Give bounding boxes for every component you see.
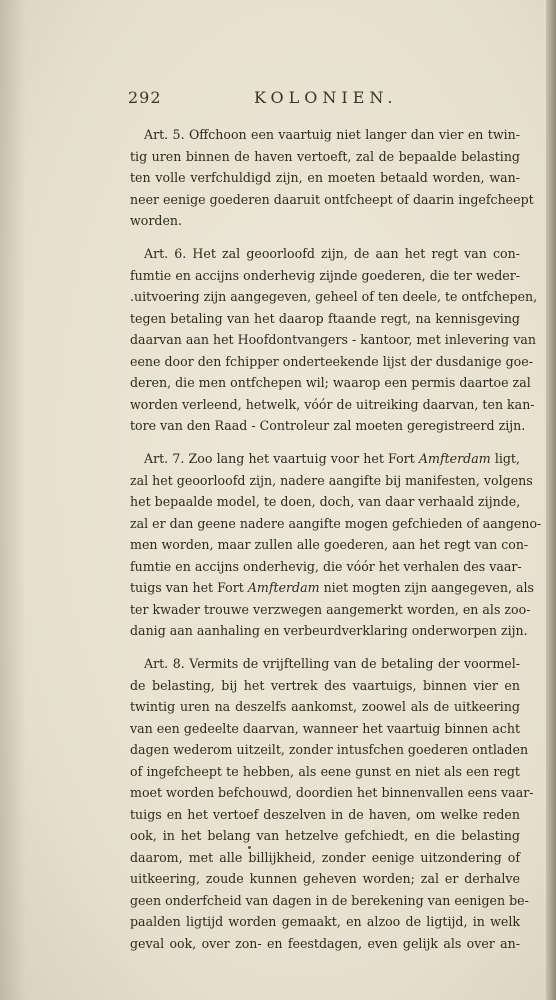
text-line: Art. 6. Het zal geoorloofd zijn, de aan het regt van con-: [144, 246, 520, 261]
page-edge: [546, 0, 556, 1000]
text-line: tuigs en het vertoef deszelven in de haven, om welke reden: [130, 806, 520, 822]
text-line: uitkeering, zoude kunnen geheven worden; zal er derhalve: [130, 871, 520, 886]
article-8-paragraph: [130, 653, 534, 954]
text-line: deren, die men ontfchepen wil; waarop een permis daartoe zal: [130, 375, 531, 390]
text-line: worden verleend, hetwelk, vóór de uitreiking daarvan, ten kan-: [130, 396, 535, 412]
text-line: tegen betaling van het daarop ftaande regt, na kennisgeving: [130, 310, 520, 326]
text-line: van een gedeelte daarvan, wanneer het vaartuig binnen acht: [130, 720, 520, 736]
running-title: KOLONIEN.: [254, 88, 398, 107]
text-line: men worden, maar zullen alle goederen, aan het regt van con-: [130, 537, 529, 552]
text-line: fumtie en accijns onderhevig zijnde goederen, die ter weder-: [130, 267, 520, 283]
body-text: [130, 124, 542, 966]
page-header: [128, 88, 518, 112]
text-line: tuigs van het Fort Amfterdam niet mogten zijn aangegeven, als: [130, 580, 534, 595]
text-line: daarvan aan het Hoofdontvangers - kantoor, met inlevering van: [130, 332, 536, 347]
text-line: fumtie en accijns onderhevig, die vóór het verhalen des vaar-: [130, 558, 522, 574]
text-line: Art. 5. Offchoon een vaartuig niet langer dan vier en twin-: [144, 127, 520, 142]
text-line: danig aan aanhaling en verbeurdverklaring onderworpen zijn.: [130, 623, 528, 638]
text-line: worden.: [130, 213, 183, 228]
place-name: Amfterdam: [418, 451, 491, 466]
text-line: Art. 8. Vermits de vrijftelling van de betaling der voormel-: [144, 656, 520, 671]
place-name: Amfterdam: [247, 580, 320, 595]
ink-speck: [248, 846, 251, 849]
text-line: dagen wederom uitzeilt, zonder intusfchen goederen ontladen: [130, 742, 529, 757]
text-line: Art. 7. Zoo lang het vaartuig voor het Fort Amfterdam ligt,: [144, 451, 520, 466]
text-line: zal het geoorloofd zijn, nadere aangifte bij manifesten, volgens: [130, 472, 533, 488]
article-7-paragraph: [130, 448, 542, 642]
text-line: ook, in het belang van hetzelve gefchiedt, en die belasting: [130, 828, 520, 843]
text-line: tig uren binnen de haven vertoeft, zal de bepaalde belasting: [130, 148, 520, 164]
text-line: daarom, met alle billijkheid, zonder eenige uitzondering of: [130, 849, 520, 865]
text-line: tore van den Raad - Controleur zal moeten geregistreerd zijn.: [130, 418, 526, 433]
text-line: de belasting, bij het vertrek des vaartuigs, binnen vier en: [130, 677, 520, 693]
article-6-paragraph: [130, 243, 538, 437]
text-line: eene door den fchipper onderteekende lijst der dusdanige goe-: [130, 353, 533, 369]
text-line: geen onderfcheid van dagen in de berekening van eenigen be-: [130, 892, 529, 908]
text-line: paalden ligtijd worden gemaakt, en alzoo de ligtijd, in welk: [130, 914, 520, 929]
text-line: .uitvoering zijn aangegeven, geheel of ten deele, te ontfchepen,: [130, 289, 538, 304]
text-line: twintig uren na deszelfs aankomst, zoowel als de uitkeering: [130, 699, 520, 714]
page-number: 292: [128, 88, 162, 107]
text-line: het bepaalde model, te doen, doch, van daar verhaald zijnde,: [130, 494, 521, 509]
text-line: of ingefcheept te hebben, als eene gunst en niet als een regt: [130, 763, 520, 779]
text-line: zal er dan geene nadere aangifte mogen gefchieden of aangeno-: [130, 515, 542, 531]
text-line: neer eenige goederen daaruit ontfcheept of daarin ingefcheept: [130, 191, 534, 207]
text-line: ter kwader trouwe verzwegen aangemerkt worden, en als zoo-: [130, 601, 531, 617]
article-5-paragraph: [130, 124, 534, 232]
text-line: ten volle verfchuldigd zijn, en moeten betaald worden, wan-: [130, 170, 520, 185]
spine-shadow: [0, 0, 26, 1000]
text-line: geval ook, over zon- en feestdagen, even gelijk als over an-: [130, 935, 520, 951]
text-line: moet worden befchouwd, doordien het binnenvallen eens vaar-: [130, 785, 534, 800]
